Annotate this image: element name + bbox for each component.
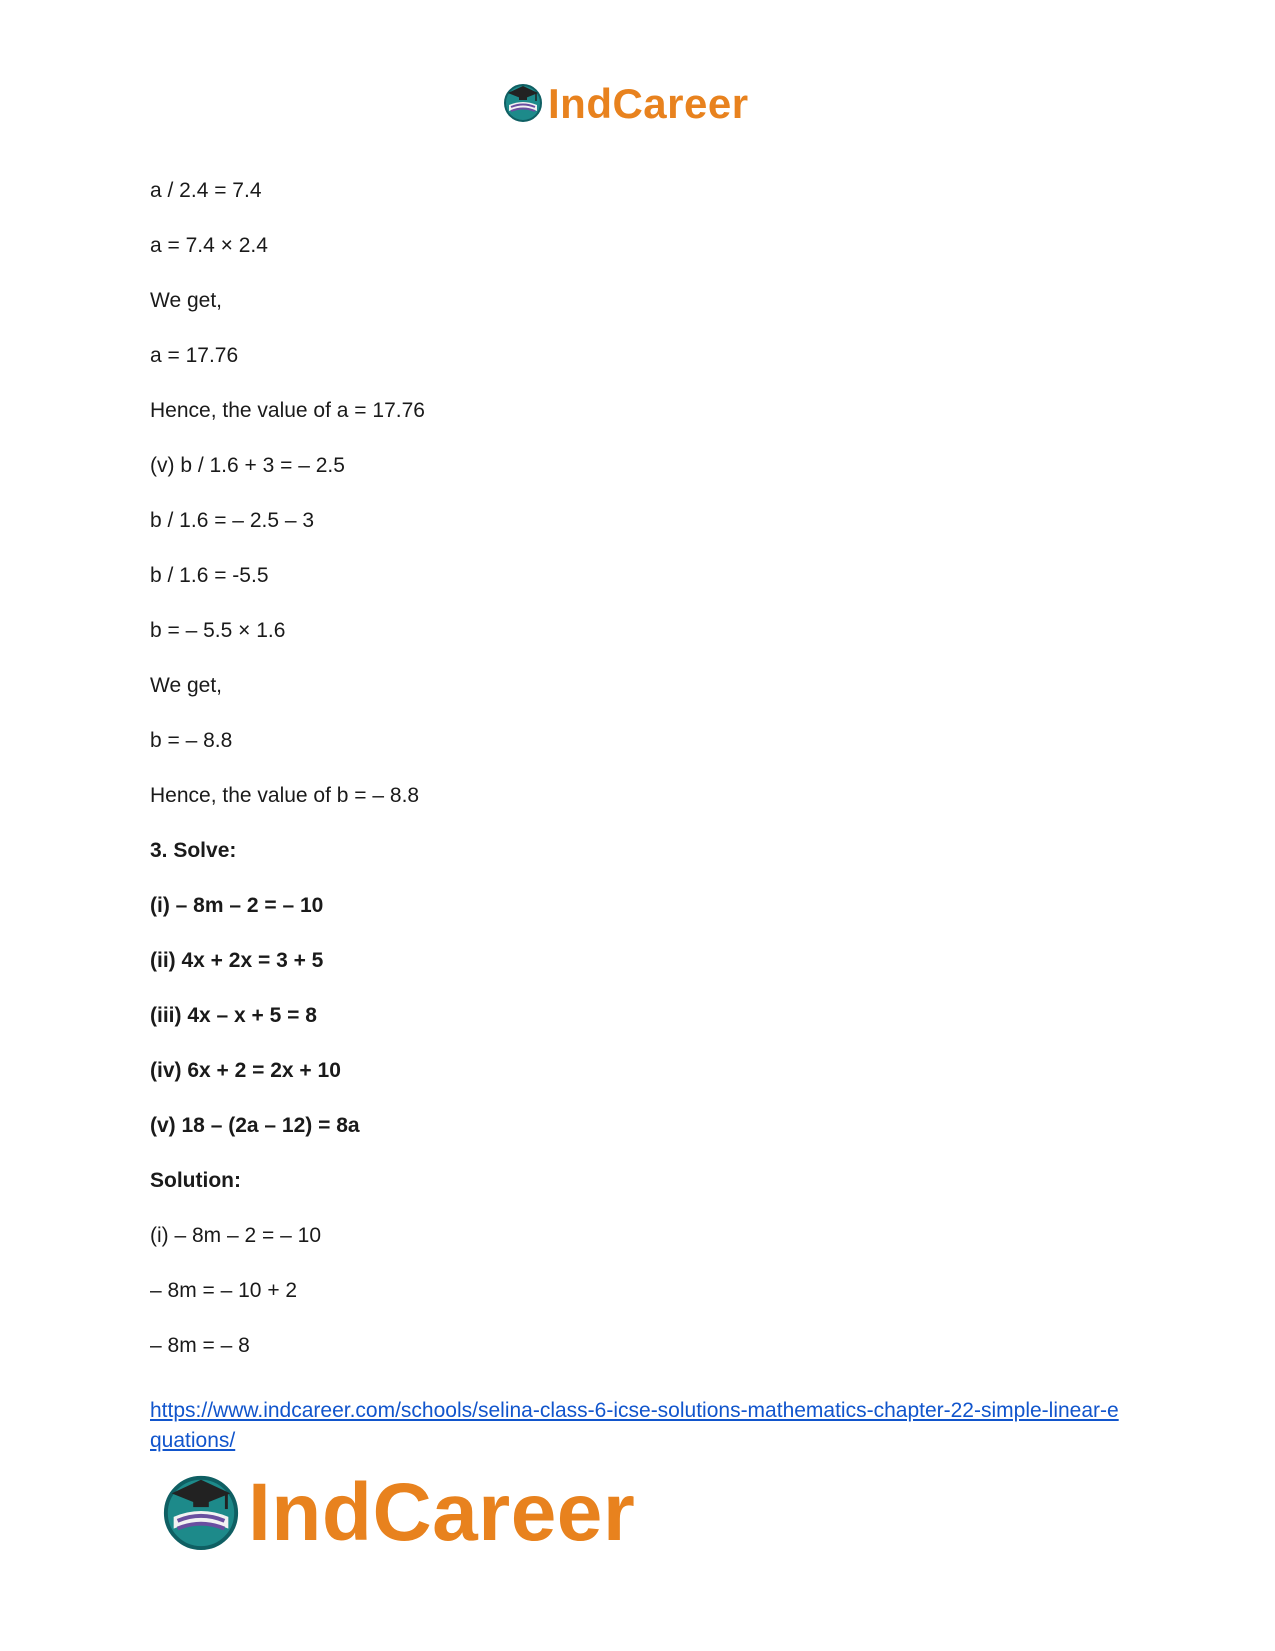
question-line: (iv) 6x + 2 = 2x + 10 [150,1059,341,1082]
solution-line: (i) – 8m – 2 = – 10 [150,1224,322,1247]
question-line: (v) 18 – (2a – 12) = 8a [150,1114,360,1137]
question-line: 3. Solve: [150,839,237,862]
solution-line: Hence, the value of a = 17.76 [150,399,425,422]
header-logo-text: IndCareer [548,80,749,127]
header-logo [502,80,777,128]
solution-line: a / 2.4 = 7.4 [150,179,262,202]
solution-line: a = 7.4 × 2.4 [150,234,268,257]
footer-logo [160,1468,700,1558]
solution-line: b = – 8.8 [150,729,233,752]
solution-line: Hence, the value of b = – 8.8 [150,784,420,807]
solution-line: b / 1.6 = – 2.5 – 3 [150,509,315,532]
page-content [150,176,1130,1386]
source-url-link[interactable]: https://www.indcareer.com/schools/selina-class-6-icse-solutions-mathematics-chapter-22-simple-linear-equations/ [150,1399,1119,1452]
solution-line: We get, [150,289,222,312]
solution-line: b = – 5.5 × 1.6 [150,619,286,642]
question-line: (i) – 8m – 2 = – 10 [150,894,324,917]
solution-line: We get, [150,674,222,697]
question-line: Solution: [150,1169,241,1192]
graduation-cap-book-globe-icon [502,81,544,128]
solution-line: (v) b / 1.6 + 3 = – 2.5 [150,454,345,477]
solution-line: – 8m = – 8 [150,1334,250,1357]
question-line: (ii) 4x + 2x = 3 + 5 [150,949,324,972]
graduation-cap-book-globe-icon [160,1470,242,1557]
solution-line: b / 1.6 = -5.5 [150,564,269,587]
solution-line: a = 17.76 [150,344,239,367]
solution-line: – 8m = – 10 + 2 [150,1279,298,1302]
footer-logo-text: IndCareer [248,1467,636,1558]
question-line: (iii) 4x – x + 5 = 8 [150,1004,317,1027]
